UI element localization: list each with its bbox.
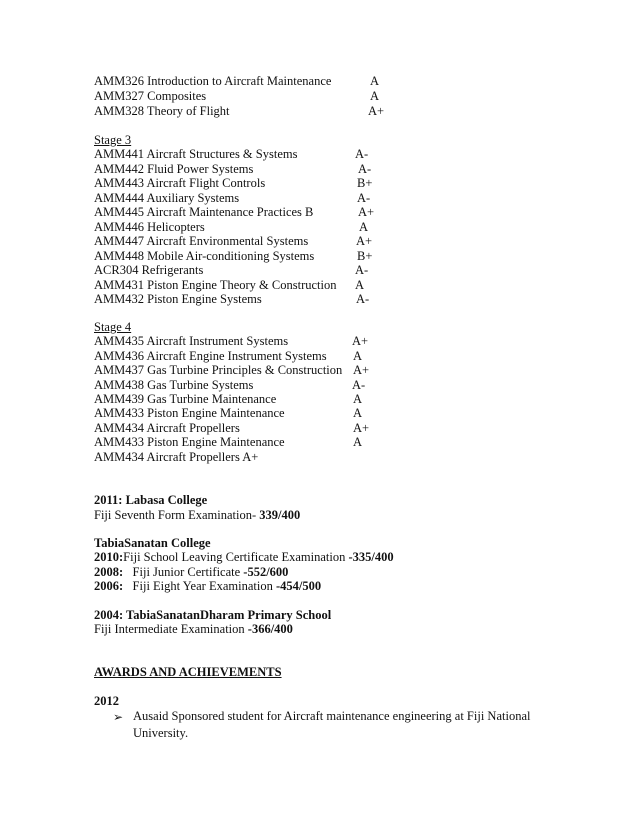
course-name: AMM326 Introduction to Aircraft Maintenance (94, 74, 332, 88)
course-name: ACR304 Refrigerants (94, 263, 204, 277)
exam-score: -366/400 (247, 622, 293, 636)
exam-year: 2008: (94, 565, 124, 579)
course-grade: A (370, 74, 380, 88)
exam-score: 339/400 (259, 508, 301, 522)
course-row-last: AMM434 Aircraft Propellers A+ (94, 450, 259, 464)
course-name: AMM444 Auxiliary Systems (94, 191, 240, 205)
course-name: AMM442 Fluid Power Systems (94, 162, 254, 176)
exam-name: Fiji School Leaving Certificate Examination (123, 550, 346, 564)
course-grade: A- (355, 263, 369, 277)
course-grade: A+ (356, 234, 373, 248)
course-name: AMM436 Aircraft Engine Instrument Systems (94, 349, 327, 363)
course-grade: A- (355, 147, 369, 161)
course-name: AMM432 Piston Engine Systems (94, 292, 262, 306)
primary-exam-row (94, 622, 293, 637)
course-name: AMM448 Mobile Air-conditioning Systems (94, 249, 315, 263)
course-grade: B+ (357, 176, 373, 190)
exam-score: -454/500 (275, 579, 322, 593)
course-grade: A (353, 349, 363, 363)
course-name: AMM434 Aircraft Propellers (94, 421, 240, 435)
course-grade: A- (357, 191, 371, 205)
primary-heading: 2004: TabiaSanatanDharam Primary School (94, 608, 332, 622)
course-grade: A (353, 435, 363, 449)
exam-year: 2006: (94, 579, 124, 593)
awards-heading: AWARDS AND ACHIEVEMENTS (94, 665, 282, 679)
course-row (94, 74, 331, 89)
course-name: AMM439 Gas Turbine Maintenance (94, 392, 277, 406)
course-name: AMM446 Helicopters (94, 220, 205, 234)
course-grade: A- (352, 378, 366, 392)
course-name: AMM328 Theory of Flight (94, 104, 230, 118)
course-name: AMM437 Gas Turbine Principles & Construction (94, 363, 343, 377)
course-name: AMM433 Piston Engine Maintenance (94, 406, 285, 420)
labasa-exam-row (94, 508, 300, 523)
stage4-heading: Stage 4 (94, 320, 132, 334)
course-name: AMM438 Gas Turbine Systems (94, 378, 254, 392)
exam-name: Fiji Intermediate Examination (94, 622, 245, 636)
course-grade: A (353, 406, 363, 420)
course-grade: A (353, 392, 363, 406)
course-grade: A+ (358, 205, 375, 219)
course-name: AMM327 Composites (94, 89, 207, 103)
exam-name: Fiji Seventh Form Examination- (94, 508, 257, 522)
course-grade: A+ (368, 104, 385, 118)
course-name: AMM431 Piston Engine Theory & Construction (94, 278, 337, 292)
course-name: AMM433 Piston Engine Maintenance (94, 435, 285, 449)
exam-row (94, 579, 321, 594)
course-grade: A+ (353, 421, 370, 435)
tabia-heading: TabiaSanatan College (94, 536, 211, 550)
course-grade: A- (358, 162, 372, 176)
exam-score: -335/400 (348, 550, 394, 564)
exam-score: -552/600 (243, 565, 289, 579)
course-name: AMM445 Aircraft Maintenance Practices B (94, 205, 314, 219)
course-name: AMM443 Aircraft Flight Controls (94, 176, 266, 190)
course-grade: A+ (353, 363, 370, 377)
exam-row (94, 550, 394, 565)
exam-year: 2010: (94, 550, 124, 564)
stage3-heading: Stage 3 (94, 133, 132, 147)
exam-name: Fiji Junior Certificate (132, 565, 241, 579)
course-grade: A- (356, 292, 370, 306)
course-grade: A (355, 278, 365, 292)
arrow-bullet-icon: ➢ (113, 710, 124, 724)
course-name: AMM435 Aircraft Instrument Systems (94, 334, 289, 348)
course-row (94, 104, 230, 119)
course-name: AMM441 Aircraft Structures & Systems (94, 147, 298, 161)
labasa-heading: 2011: Labasa College (94, 493, 208, 507)
course-grade: A (359, 220, 369, 234)
exam-row (94, 565, 288, 580)
awards-year: 2012 (94, 694, 119, 708)
course-grade: A+ (352, 334, 369, 348)
course-grade: B+ (357, 249, 373, 263)
course-grade: A (370, 89, 380, 103)
award-item: Ausaid Sponsored student for Aircraft maintenance engineering at Fiji National University. (133, 709, 531, 740)
course-row (94, 89, 206, 104)
exam-name: Fiji Eight Year Examination (132, 579, 273, 593)
course-name: AMM447 Aircraft Environmental Systems (94, 234, 309, 248)
